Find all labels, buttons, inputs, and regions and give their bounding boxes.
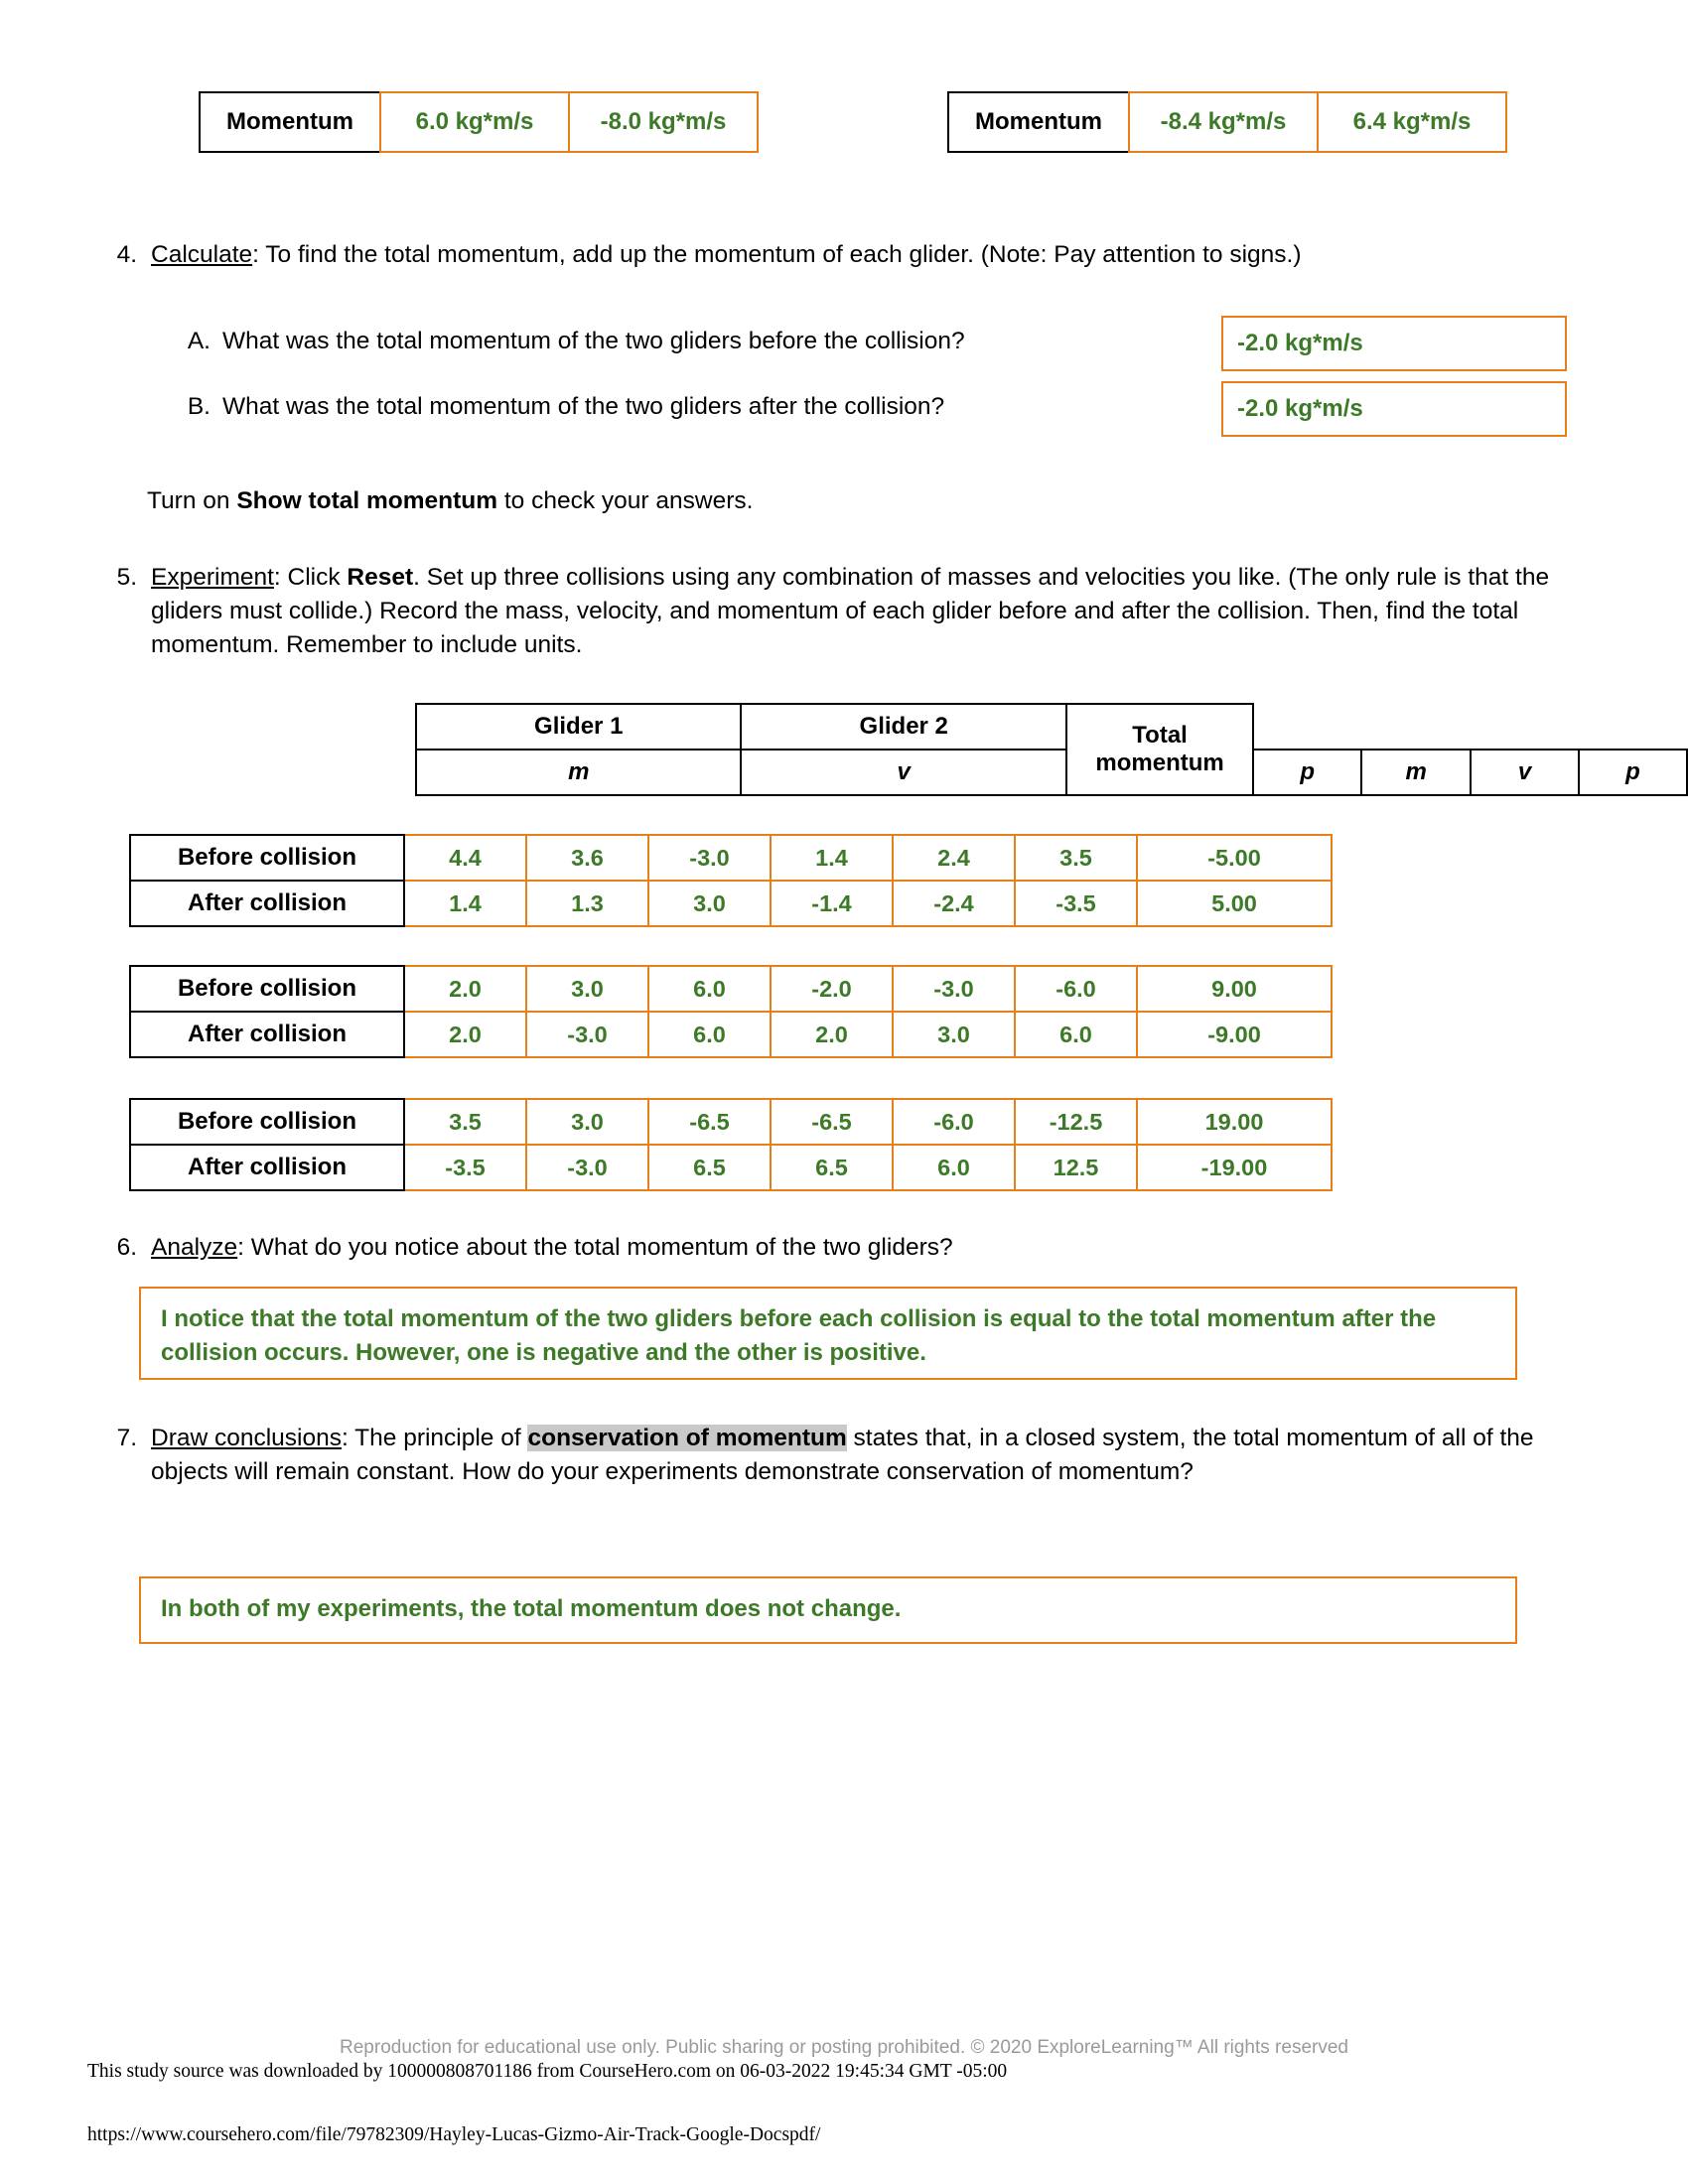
g2-v-after-1[interactable]: -2.4 bbox=[893, 881, 1015, 926]
question-7-post: states that, in a closed system, the total momentum of all of the objects will remain constant. How do your experiments demonstrate conservation of momentum? bbox=[151, 1425, 1534, 1485]
g2-m-after-2[interactable]: 2.0 bbox=[771, 1012, 893, 1057]
momentum-label-right: Momentum bbox=[947, 91, 1130, 153]
note-bold: Show total momentum bbox=[236, 487, 498, 514]
g1-m-before-3[interactable]: 3.5 bbox=[404, 1099, 526, 1145]
answer-6[interactable]: I notice that the total momentum of the two gliders before each collision is equal to the total momentum after the collision occurs. However, one is negative and the other is positive. bbox=[139, 1287, 1517, 1380]
g1-p-after-1[interactable]: 3.0 bbox=[648, 881, 771, 926]
g2-p-before-1[interactable]: 3.5 bbox=[1015, 835, 1137, 881]
top-momentum-tables bbox=[199, 91, 1507, 153]
answer-4b[interactable]: -2.0 kg*m/s bbox=[1221, 381, 1567, 437]
g2-m-before-2[interactable]: -2.0 bbox=[771, 966, 893, 1012]
g1-v-before-2[interactable]: 3.0 bbox=[526, 966, 648, 1012]
g1-m-before-2[interactable]: 2.0 bbox=[404, 966, 526, 1012]
g1-p-after-3[interactable]: 6.5 bbox=[648, 1145, 771, 1190]
total-after-3[interactable]: -19.00 bbox=[1137, 1145, 1332, 1190]
question-4-text bbox=[151, 238, 1302, 272]
question-4b-text: What was the total momentum of the two gliders after the collision? bbox=[222, 393, 945, 420]
g1-p-before-3[interactable]: -6.5 bbox=[648, 1099, 771, 1145]
g2-m-before-3[interactable]: -6.5 bbox=[771, 1099, 893, 1145]
footer-download-note: This study source was downloaded by 100000808701186 from CourseHero.com on 06-03-2022 19:45:34 GMT -05:00 bbox=[87, 2061, 1008, 2082]
total-after-1[interactable]: 5.00 bbox=[1137, 881, 1332, 926]
header-glider-1: Glider 1 bbox=[416, 704, 741, 750]
momentum-table-right bbox=[947, 91, 1507, 153]
question-4a bbox=[165, 328, 965, 355]
question-4b bbox=[165, 393, 944, 421]
g1-m-after-1[interactable]: 1.4 bbox=[404, 881, 526, 926]
question-7-title: Draw conclusions bbox=[151, 1425, 342, 1451]
question-7-text bbox=[151, 1422, 1561, 1489]
momentum-value-left-2: -8.0 kg*m/s bbox=[568, 91, 759, 153]
g1-v-after-3[interactable]: -3.0 bbox=[526, 1145, 648, 1190]
g1-v-before-3[interactable]: 3.0 bbox=[526, 1099, 648, 1145]
momentum-value-left-1: 6.0 kg*m/s bbox=[379, 91, 570, 153]
question-4-number: 4. bbox=[116, 241, 137, 268]
g1-m-before-1[interactable]: 4.4 bbox=[404, 835, 526, 881]
table-row bbox=[130, 1099, 1332, 1145]
question-5-bold: Reset bbox=[347, 564, 414, 591]
g2-v-before-2[interactable]: -3.0 bbox=[893, 966, 1015, 1012]
momentum-label-left: Momentum bbox=[199, 91, 381, 153]
answer-4a[interactable]: -2.0 kg*m/s bbox=[1221, 316, 1567, 371]
g2-p-before-2[interactable]: -6.0 bbox=[1015, 966, 1137, 1012]
momentum-value-right-1: -8.4 kg*m/s bbox=[1128, 91, 1319, 153]
table-row bbox=[130, 1145, 1332, 1190]
header-g2-m: m bbox=[1361, 750, 1471, 795]
question-7-number: 7. bbox=[116, 1425, 137, 1451]
header-glider-2: Glider 2 bbox=[741, 704, 1065, 750]
total-before-2[interactable]: 9.00 bbox=[1137, 966, 1332, 1012]
g1-v-after-2[interactable]: -3.0 bbox=[526, 1012, 648, 1057]
total-after-2[interactable]: -9.00 bbox=[1137, 1012, 1332, 1057]
note-pre: Turn on bbox=[147, 487, 237, 514]
question-4-title: Calculate bbox=[151, 241, 253, 268]
table-row bbox=[130, 966, 1332, 1012]
g1-v-before-1[interactable]: 3.6 bbox=[526, 835, 648, 881]
g2-p-before-3[interactable]: -12.5 bbox=[1015, 1099, 1137, 1145]
experiment-group-1 bbox=[129, 834, 1333, 927]
g1-p-before-2[interactable]: 6.0 bbox=[648, 966, 771, 1012]
question-6 bbox=[91, 1231, 953, 1265]
total-before-3[interactable]: 19.00 bbox=[1137, 1099, 1332, 1145]
momentum-value-right-2: 6.4 kg*m/s bbox=[1317, 91, 1507, 153]
g2-m-before-1[interactable]: 1.4 bbox=[771, 835, 893, 881]
question-5-number: 5. bbox=[116, 564, 137, 591]
g1-p-after-2[interactable]: 6.0 bbox=[648, 1012, 771, 1057]
question-6-title: Analyze bbox=[151, 1234, 238, 1261]
row-label-after-2: After collision bbox=[130, 1012, 404, 1057]
question-4a-text: What was the total momentum of the two gliders before the collision? bbox=[222, 328, 965, 354]
row-label-before-1: Before collision bbox=[130, 835, 404, 881]
g2-p-after-1[interactable]: -3.5 bbox=[1015, 881, 1137, 926]
question-5-text bbox=[151, 561, 1561, 661]
g2-p-after-3[interactable]: 12.5 bbox=[1015, 1145, 1137, 1190]
g1-m-after-2[interactable]: 2.0 bbox=[404, 1012, 526, 1057]
footer-url[interactable]: https://www.coursehero.com/file/79782309/Hayley-Lucas-Gizmo-Air-Track-Google-Docspdf/ bbox=[87, 2124, 821, 2145]
g2-v-before-3[interactable]: -6.0 bbox=[893, 1099, 1015, 1145]
header-total-momentum: Total momentum bbox=[1066, 704, 1253, 795]
row-label-before-3: Before collision bbox=[130, 1099, 404, 1145]
g1-p-before-1[interactable]: -3.0 bbox=[648, 835, 771, 881]
question-6-text bbox=[151, 1231, 953, 1265]
header-g2-p: p bbox=[1579, 750, 1687, 795]
answer-7[interactable]: In both of my experiments, the total momentum does not change. bbox=[139, 1576, 1517, 1644]
header-g1-m: m bbox=[416, 750, 741, 795]
g2-v-after-3[interactable]: 6.0 bbox=[893, 1145, 1015, 1190]
row-label-after-1: After collision bbox=[130, 881, 404, 926]
question-4-body: : To find the total momentum, add up the momentum of each glider. (Note: Pay attention to signs.) bbox=[252, 241, 1302, 268]
g1-m-after-3[interactable]: -3.5 bbox=[404, 1145, 526, 1190]
header-g1-p: p bbox=[1253, 750, 1361, 795]
question-4b-letter: B. bbox=[187, 393, 211, 420]
table-row bbox=[130, 835, 1332, 881]
experiment-group-2 bbox=[129, 965, 1333, 1058]
table-header-row-subs bbox=[416, 750, 1687, 795]
question-6-body: : What do you notice about the total momentum of the two gliders? bbox=[237, 1234, 953, 1261]
momentum-table-left bbox=[199, 91, 759, 153]
g2-m-after-1[interactable]: -1.4 bbox=[771, 881, 893, 926]
data-table-header bbox=[415, 703, 1688, 796]
table-header-row-groups bbox=[416, 704, 1687, 750]
question-4 bbox=[91, 238, 1302, 272]
experiment-group-3 bbox=[129, 1098, 1333, 1191]
table-row bbox=[130, 881, 1332, 926]
g2-v-after-2[interactable]: 3.0 bbox=[893, 1012, 1015, 1057]
note-post: to check your answers. bbox=[497, 487, 754, 514]
g1-v-after-1[interactable]: 1.3 bbox=[526, 881, 648, 926]
question-4a-letter: A. bbox=[187, 328, 211, 354]
header-g1-v: v bbox=[741, 750, 1065, 795]
question-5-post: . Set up three collisions using any combination of masses and velocities you like. (The only rule is that the gliders must collide.) Record the mass, velocity, and momentum of each glider before and after the collision. Then, find the total momentum. Remember to include units. bbox=[151, 564, 1550, 658]
note-text bbox=[147, 484, 753, 518]
question-5-title: Experiment bbox=[151, 564, 274, 591]
row-label-before-2: Before collision bbox=[130, 966, 404, 1012]
header-g2-v: v bbox=[1471, 750, 1579, 795]
footer-copyright: Reproduction for educational use only. Public sharing or posting prohibited. © 2020 ExploreLearning™ All rights reserved bbox=[340, 2037, 1348, 2058]
table-row bbox=[130, 1012, 1332, 1057]
question-7-highlight: conservation of momentum bbox=[527, 1425, 847, 1451]
row-label-after-3: After collision bbox=[130, 1145, 404, 1190]
question-7 bbox=[91, 1422, 1561, 1489]
question-6-number: 6. bbox=[116, 1234, 137, 1261]
question-7-pre: : The principle of bbox=[342, 1425, 528, 1451]
question-5-pre: : Click bbox=[273, 564, 348, 591]
total-before-1[interactable]: -5.00 bbox=[1137, 835, 1332, 881]
g2-p-after-2[interactable]: 6.0 bbox=[1015, 1012, 1137, 1057]
g2-v-before-1[interactable]: 2.4 bbox=[893, 835, 1015, 881]
question-5 bbox=[91, 561, 1561, 661]
show-total-momentum-note bbox=[147, 484, 753, 518]
g2-m-after-3[interactable]: 6.5 bbox=[771, 1145, 893, 1190]
